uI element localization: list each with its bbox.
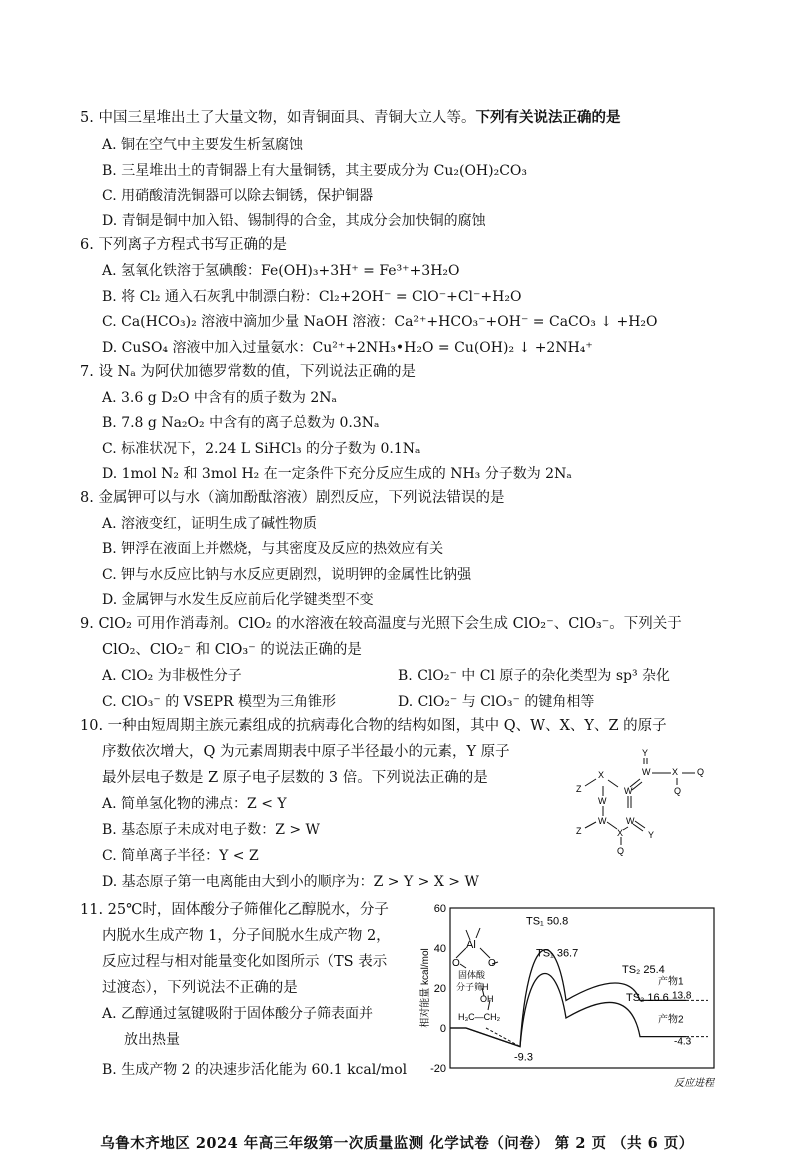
y-tick-label: 0 bbox=[439, 1023, 446, 1035]
q5-option-b: B. 三星堆出土的青铜器上有大量铜锈，其主要成分为 Cu₂(OH)₂CO₃ bbox=[102, 163, 528, 179]
q7-option-a: A. 3.6 g D₂O 中含有的质子数为 2Nₐ bbox=[102, 390, 337, 406]
q11-option-a-line1: A. 乙醇通过氢键吸附于固体酸分子筛表面并 bbox=[102, 1006, 374, 1022]
question-5-stem: 5. 中国三星堆出土了大量文物，如青铜面具、青铜大立人等。下列有关说法正确的是 bbox=[80, 109, 621, 126]
inset-oh: OH bbox=[480, 994, 494, 1004]
inset-al: Al bbox=[466, 939, 476, 951]
q6-option-b: B. 将 Cl₂ 通入石灰乳中制漂白粉：Cl₂+2OH⁻ = ClO⁻+Cl⁻+H₂O bbox=[102, 289, 522, 305]
product1-name: 产物1 bbox=[658, 976, 684, 988]
energy-profile-chart bbox=[418, 896, 724, 1090]
struct-q-mid: Q bbox=[674, 786, 682, 796]
inset-catalyst-1: 固体酸 bbox=[458, 970, 486, 980]
question-10-stem-line2: 序数依次增大，Q 为元素周期表中原子半径最小的元素，Y 原子 bbox=[102, 744, 510, 760]
question-11-line3: 反应过程与相对能量变化如图所示（TS 表示 bbox=[102, 954, 388, 970]
question-11-line1: 11. 25℃时，固体酸分子筛催化乙醇脱水，分子 bbox=[80, 902, 389, 918]
x-axis-label: 反应进程 bbox=[674, 1078, 714, 1089]
q7-option-d: D. 1mol N₂ 和 3mol H₂ 在一定条件下充分反应生成的 NH₃ 分子数为 2Nₐ bbox=[102, 466, 572, 482]
q10-option-a: A. 简单氢化物的沸点：Z < Y bbox=[102, 796, 287, 812]
q7-option-c: C. 标准状况下，2.24 L SiHCl₃ 的分子数为 0.1Nₐ bbox=[102, 441, 421, 457]
question-11-line4: 过渡态），下列说法不正确的是 bbox=[102, 980, 298, 996]
question-8-stem: 8. 金属钾可以与水（滴加酚酞溶液）剧烈反应，下列说法错误的是 bbox=[80, 490, 505, 506]
ts1-label-a: TS₁ 50.8 bbox=[526, 915, 569, 928]
product1-value: 13.8 bbox=[672, 990, 692, 1002]
q10-option-b: B. 基态原子未成对电子数：Z > W bbox=[102, 822, 320, 838]
ts2-label-b: TS₂ 16.6 bbox=[626, 991, 669, 1004]
question-6-stem: 6. 下列离子方程式书写正确的是 bbox=[80, 237, 287, 253]
q10-option-d: D. 基态原子第一电离能由大到小的顺序为：Z > Y > X > W bbox=[102, 874, 479, 890]
struct-y-right-dn: Y bbox=[648, 830, 655, 840]
y-axis-label: 相对能量 kcal/mol bbox=[420, 948, 431, 1028]
q6-option-d: D. CuSO₄ 溶液中加入过量氨水：Cu²⁺+2NH₃•H₂O = Cu(OH)₂ ↓ +2NH₄⁺ bbox=[102, 340, 593, 356]
question-9-stem-line2: ClO₂、ClO₂⁻ 和 ClO₃⁻ 的说法正确的是 bbox=[102, 642, 362, 658]
q9-option-a: A. ClO₂ 为非极性分子 bbox=[102, 668, 242, 684]
y-tick-label: 40 bbox=[433, 943, 446, 955]
q10-structure-diagram bbox=[560, 744, 720, 874]
q8-option-d: D. 金属钾与水发生反应前后化学键类型不变 bbox=[102, 592, 374, 608]
page-footer: 乌鲁木齐地区 2024 年高三年级第一次质量监测 化学试卷（问卷） 第 2 页 （共 6 页） bbox=[100, 1135, 694, 1152]
question-10-stem-line3: 最外层电子数是 Z 原子电子层数的 3 倍。下列说法正确的是 bbox=[102, 770, 488, 786]
q7-option-b: B. 7.8 g Na₂O₂ 中含有的离子总数为 0.3Nₐ bbox=[102, 415, 380, 431]
q5-option-d: D. 青铜是铜中加入铅、锡制得的合金，其成分会加快铜的腐蚀 bbox=[102, 213, 486, 229]
struct-w-left-up: W bbox=[598, 796, 607, 806]
struct-q-right: Q bbox=[697, 767, 705, 777]
struct-y-top: Y bbox=[642, 748, 649, 758]
ts2-label-a: TS₂ 25.4 bbox=[622, 964, 665, 977]
inset-h: H bbox=[482, 982, 489, 992]
q8-option-b: B. 钾浮在液面上并燃烧，与其密度及反应的热效应有关 bbox=[102, 541, 444, 557]
q9-option-d: D. ClO₂⁻ 与 ClO₃⁻ 的键角相等 bbox=[398, 694, 595, 710]
struct-x-right: X bbox=[672, 767, 679, 777]
q9-option-c: C. ClO₃⁻ 的 VSEPR 模型为三角锥形 bbox=[102, 694, 337, 710]
q10-option-c: C. 简单离子半径：Y < Z bbox=[102, 848, 259, 864]
q8-option-a: A. 溶液变红，证明生成了碱性物质 bbox=[102, 516, 318, 532]
inset-ethanol: H₃C—CH₂ bbox=[458, 1012, 501, 1022]
question-10-stem-line1: 10. 一种由短周期主族元素组成的抗病毒化合物的结构如图，其中 Q、W、X、Y、Z 的原子 bbox=[80, 718, 667, 734]
struct-w-right-up: W bbox=[624, 786, 633, 796]
ts1-label-b: TS₁ 36.7 bbox=[536, 947, 579, 960]
struct-w-left-dn: W bbox=[598, 816, 607, 826]
question-11-line2: 内脱水生成产物 1，分子间脱水生成产物 2， bbox=[102, 928, 391, 944]
inset-o2: O bbox=[488, 958, 496, 969]
struct-x-top: X bbox=[598, 770, 605, 780]
struct-x-bottom: X bbox=[617, 828, 624, 838]
struct-z-left: Z bbox=[576, 784, 582, 794]
y-tick-label: 20 bbox=[433, 983, 446, 995]
struct-w-top: W bbox=[642, 767, 651, 777]
inset-o1: O bbox=[452, 958, 460, 969]
q11-option-b: B. 生成产物 2 的决速步活化能为 60.1 kcal/mol bbox=[102, 1062, 408, 1078]
product2-name: 产物2 bbox=[658, 1014, 684, 1026]
q11-option-a-line2: 放出热量 bbox=[124, 1032, 180, 1048]
y-tick-label: -20 bbox=[430, 1063, 446, 1075]
start-value: -9.3 bbox=[514, 1051, 533, 1064]
q5-option-c: C. 用硝酸清洗铜器可以除去铜锈，保护铜器 bbox=[102, 188, 374, 204]
y-tick-label: 60 bbox=[433, 903, 446, 915]
inset-catalyst-2: 分子筛 bbox=[456, 982, 484, 992]
product2-value: -4.3 bbox=[674, 1036, 692, 1048]
q6-option-a: A. 氢氧化铁溶于氢碘酸：Fe(OH)₃+3H⁺ = Fe³⁺+3H₂O bbox=[102, 263, 460, 279]
q8-option-c: C. 钾与水反应比钠与水反应更剧烈，说明钾的金属性比钠强 bbox=[102, 567, 472, 583]
question-7-stem: 7. 设 Nₐ 为阿伏加德罗常数的值，下列说法正确的是 bbox=[80, 364, 416, 380]
q6-option-c: C. Ca(HCO₃)₂ 溶液中滴加少量 NaOH 溶液：Ca²⁺+HCO₃⁻+OH⁻ = CaCO₃ ↓ +H₂O bbox=[102, 314, 658, 330]
struct-z-left-dn: Z bbox=[576, 826, 582, 836]
struct-w-right-dn: W bbox=[626, 816, 635, 826]
q9-option-b: B. ClO₂⁻ 中 Cl 原子的杂化类型为 sp³ 杂化 bbox=[398, 668, 671, 684]
struct-q-bottom: Q bbox=[617, 846, 625, 856]
question-9-stem-line1: 9. ClO₂ 可用作消毒剂。ClO₂ 的水溶液在较高温度与光照下会生成 ClO₂⁻、ClO₃⁻。下列关于 bbox=[80, 616, 682, 632]
q5-option-a: A. 铜在空气中主要发生析氢腐蚀 bbox=[102, 137, 304, 153]
